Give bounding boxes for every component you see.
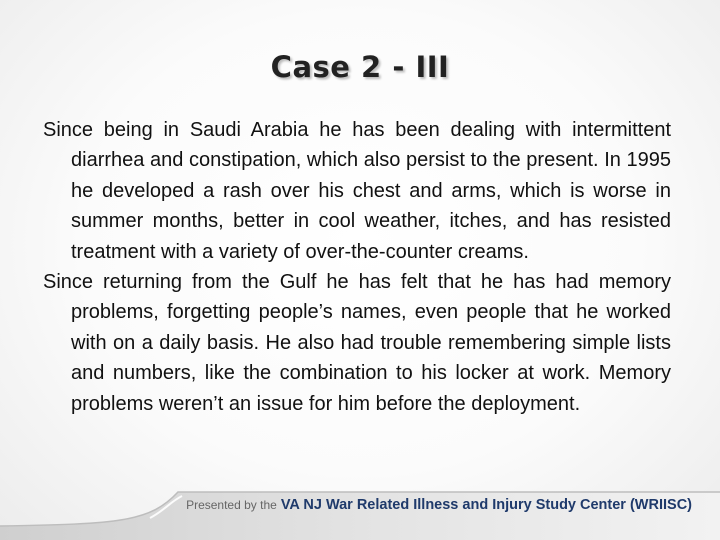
slide-body	[43, 115, 671, 419]
slide-title: Case 2 - III	[270, 50, 450, 84]
paragraph-memory: Since returning from the Gulf he has felt that he has had memory problems, forgetting people’s names, even people that he worked with on a daily basis. He also had trouble remembering simple lists and numbers, like the combination to his locker at work. Memory problems weren’t an issue for him before the deployment.	[43, 271, 671, 415]
footer-credit	[186, 497, 692, 513]
paragraph-symptoms: Since being in Saudi Arabia he has been dealing with intermittent diarrhea and constipation, which also persist to the present. In 1995 he developed a rash over his chest and arms, which is worse in summer months, better in cool weather, itches, and has resisted treatment with a variety of over-the-counter creams.	[43, 119, 671, 263]
footer-organization: VA NJ War Related Illness and Injury Study Center (WRIISC)	[280, 497, 692, 513]
footer-prefix: Presented by the	[186, 498, 277, 512]
footer-band	[0, 478, 720, 540]
